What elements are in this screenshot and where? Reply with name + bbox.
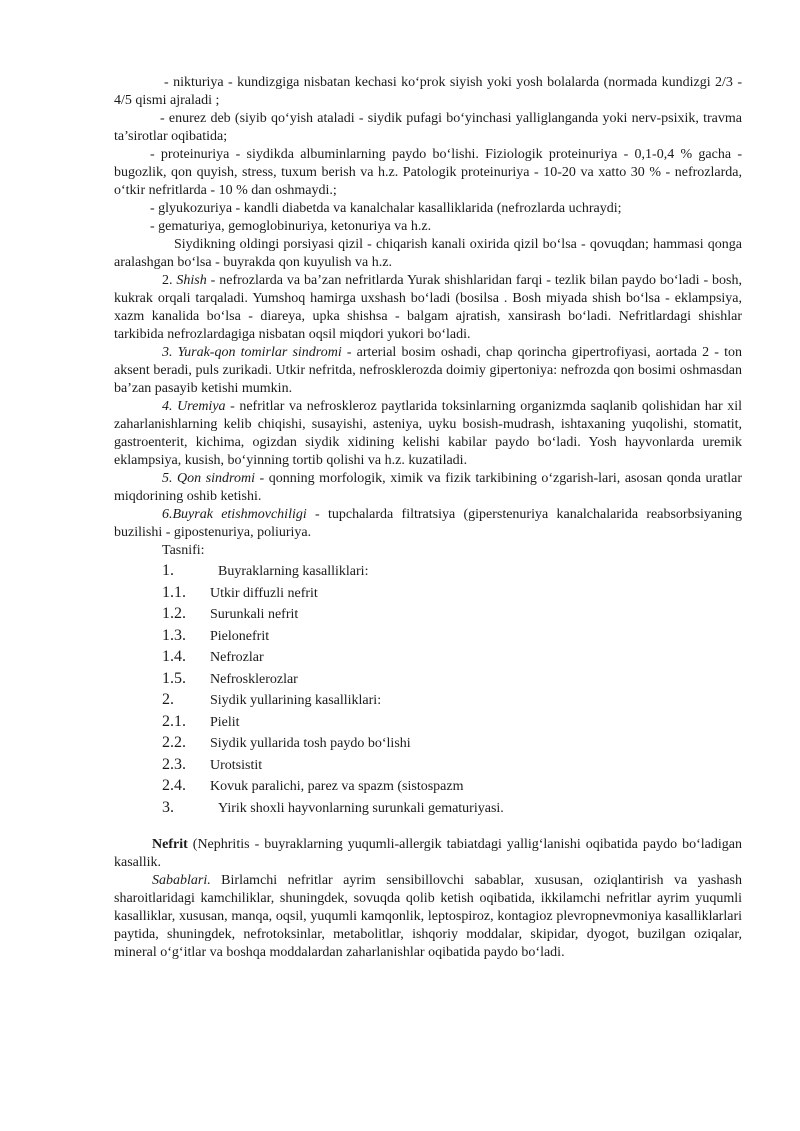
list-item-number: 1.2. bbox=[162, 605, 186, 622]
list-item bbox=[114, 605, 742, 627]
list-item bbox=[114, 648, 742, 670]
paragraph-glyukozuriya: - glyukozuriya - kandli diabetda va kanalchalar kasalliklarida (nefrozlarda uchraydi; bbox=[150, 201, 622, 216]
yurak-qon-text: - arterial bosim oshadi, chap qorincha gipertrofiyasi, aortada 2 - ton aksent beradi, puls zurikadi. Utkir nefritda, nefrosklerozda doimiy gipertoniya: nefrozda qon bosimi oshmasdan ba’zan pasayib ketishi mumkin. bbox=[114, 345, 742, 396]
paragraph-yurak-qon bbox=[114, 344, 742, 398]
uremiya-term: 4. Uremiya bbox=[162, 399, 226, 414]
qon-sindromi-text: - qonning morfologik, ximik va fizik tarkibining o‘zgarish-lari, asosan qonda uratlar miqdorining oshib ketishi. bbox=[114, 471, 742, 504]
shish-number: 2. bbox=[162, 273, 177, 288]
list-item bbox=[114, 627, 742, 649]
list-item bbox=[114, 584, 742, 606]
shish-text: - nefrozlarda va ba’zan nefritlarda Yurak shishlaridan farqi - tezlik bilan paydo bo‘ladi - bosh, kukrak orqali tarqaladi. Yumshoq hamirga uxshash bo‘ladi (bosilsa . Bosh miyada shish bo‘lsa - eklampsiya, xazm kanalida bo‘lsa - diareya, upka shishsa - balgam ajratish, xansirash bo‘ladi. Nefritlardagi shishlar tarkibida nefrozlardagiga nisbatan oqsil miqdori yukori bo‘ladi. bbox=[114, 273, 743, 342]
list-item bbox=[114, 713, 742, 735]
list-item-text: Buyraklarning kasalliklari: bbox=[218, 564, 369, 579]
nefrit-text: (Nephritis - buyraklarning yuqumli-allergik tabiatdagi yallig‘lanishi oqibatida paydo bo‘ladigan kasallik. bbox=[114, 837, 742, 870]
paragraph-nefrit bbox=[114, 836, 742, 872]
document-page bbox=[114, 74, 742, 962]
paragraph-shish bbox=[114, 272, 742, 344]
list-item-text: Siydik yullarida tosh paydo bo‘lishi bbox=[210, 736, 411, 751]
buyrak-etishmovchiligi-text: - tupchalarda filtratsiya (giperstenuriya kanalchalarida reabsorbsiyaning buzilishi - gipostenuriya, poliuriya. bbox=[114, 507, 743, 540]
list-item-number: 3. bbox=[162, 798, 174, 816]
paragraph-proteinuriya: - proteinuriya - siydikda albuminlarning paydo bo‘lishi. Fiziologik proteinuriya - 0,1-0,4 % gacha - bugozlik, qon quyish, stress, tuxum berish va h.z. Patologik proteinuriya - 10-20 va xatto 30 % - nefrozlarda, o‘tkir nefritlarda - 10 % dan oshmaydi.; bbox=[114, 147, 742, 198]
list-item-number: 1.1. bbox=[162, 583, 186, 601]
list-item-number: 1. bbox=[162, 562, 174, 579]
list-item bbox=[114, 734, 742, 756]
list-item-number: 2.4. bbox=[162, 777, 186, 794]
paragraph-nikturiya: - nikturiya - kundizgiga nisbatan kechasi ko‘prok siyish yoki yosh bolalarda (normada kundizgi 2/3 - 4/5 qismi ajraladi ; bbox=[114, 75, 742, 108]
list-item-number: 1.4. bbox=[162, 648, 186, 665]
buyrak-etishmovchiligi-term: 6.Buyrak etishmovchiligi bbox=[162, 507, 307, 522]
list-item-text: Siydik yullarining kasalliklari: bbox=[210, 693, 382, 708]
list-item-text: Kovuk paralichi, parez va spazm (sistospazm bbox=[210, 779, 464, 794]
yurak-qon-term: 3. Yurak-qon tomirlar sindromi bbox=[162, 345, 342, 360]
paragraph-siydik-porsiyasi: Siydikning oldingi porsiyasi qizil - chiqarish kanali oxirida qizil bo‘lsa - qovuqdan; hammasi qonga aralashgan bo‘lsa - buyrakda qon kuyulish va h.z. bbox=[114, 237, 742, 270]
list-item-text: Yirik shoxli hayvonlarning surunkali gematuriyasi. bbox=[218, 800, 504, 816]
nefrit-term: Nefrit bbox=[152, 837, 188, 852]
sabablari-term: Sabablari. bbox=[152, 873, 211, 888]
list-item-number: 2.3. bbox=[162, 755, 186, 773]
classification-list bbox=[114, 562, 742, 820]
tasnifi-heading: Tasnifi: bbox=[162, 543, 205, 558]
qon-sindromi-term: 5. Qon sindromi bbox=[162, 471, 255, 486]
list-item-text: Utkir diffuzli nefrit bbox=[210, 585, 318, 601]
spacer bbox=[114, 820, 742, 836]
paragraph-gematuriya: - gematuriya, gemoglobinuriya, ketonuriya va h.z. bbox=[150, 219, 432, 234]
list-item-text: Pielonefrit bbox=[210, 628, 270, 644]
list-item-number: 1.5. bbox=[162, 669, 186, 687]
list-item-text: Nefrozlar bbox=[210, 650, 264, 665]
list-item bbox=[114, 777, 742, 799]
list-item bbox=[114, 691, 742, 713]
paragraph-enurez: - enurez deb (siyib qo‘yish ataladi - siydik pufagi bo‘yinchasi yalliglanganda yoki nerv-psixik, travma ta’sirotlar oqibatida; bbox=[114, 111, 742, 144]
sabablari-text: Birlamchi nefritlar ayrim sensibillovchi sabablar, xususan, oziqlantirish va yashash sharoitlaridagi kamchiliklar, shuningdek, sovuqda qolib ketish oqibatida, ikkilamchi nefritlar ayrim yuqumli kasalliklar, xususan, manqa, oqsil, yuqumli kamqonlik, leptospiroz, kontagioz plevropnevmoniya kasalliklarlari paytida, shuningdek, nefrotoksinlar, metabolitlar, ishqoriy moddalar, skipidar, dyogot, buzilgan oziqalar, mineral o‘g‘itlar va boshqa moddalardan zaharlanishlar oqibatida paydo bo‘ladi. bbox=[114, 873, 742, 960]
paragraph-qon-sindromi bbox=[114, 470, 742, 506]
paragraph-sabablari bbox=[114, 872, 742, 962]
list-item bbox=[114, 799, 742, 821]
list-item-number: 2.1. bbox=[162, 712, 186, 730]
list-item-text: Pielit bbox=[210, 714, 240, 730]
list-item-number: 2.2. bbox=[162, 734, 186, 751]
list-item-number: 1.3. bbox=[162, 626, 186, 644]
shish-term: Shish bbox=[176, 273, 207, 288]
paragraph-buyrak-etishmovchiligi bbox=[114, 506, 742, 542]
uremiya-text: - nefritlar va nefroskleroz paytlarida toksinlarning organizmda saqlanib qolishidan har xil zaharlanishlarning kelib chiqishi, susayishi, asteniya, uyku bosish-mudrash, ishtaxaning yuqolishi, stomatit, gastroenterit, kichima, ogizdan siydik xidining kelishi kabilar paydo bo‘ladi. Yosh hayvonlarda uremik eklampsiya, kusish, bo‘yinning tortib qolishi va h.z. kuzatiladi. bbox=[114, 399, 742, 468]
list-item-number: 2. bbox=[162, 691, 174, 708]
list-item-text: Nefrosklerozlar bbox=[210, 671, 298, 687]
list-item-text: Surunkali nefrit bbox=[210, 607, 299, 622]
list-item bbox=[114, 562, 742, 584]
list-item bbox=[114, 670, 742, 692]
list-item bbox=[114, 756, 742, 778]
list-item-text: Urotsistit bbox=[210, 757, 263, 773]
paragraph-uremiya bbox=[114, 398, 742, 470]
